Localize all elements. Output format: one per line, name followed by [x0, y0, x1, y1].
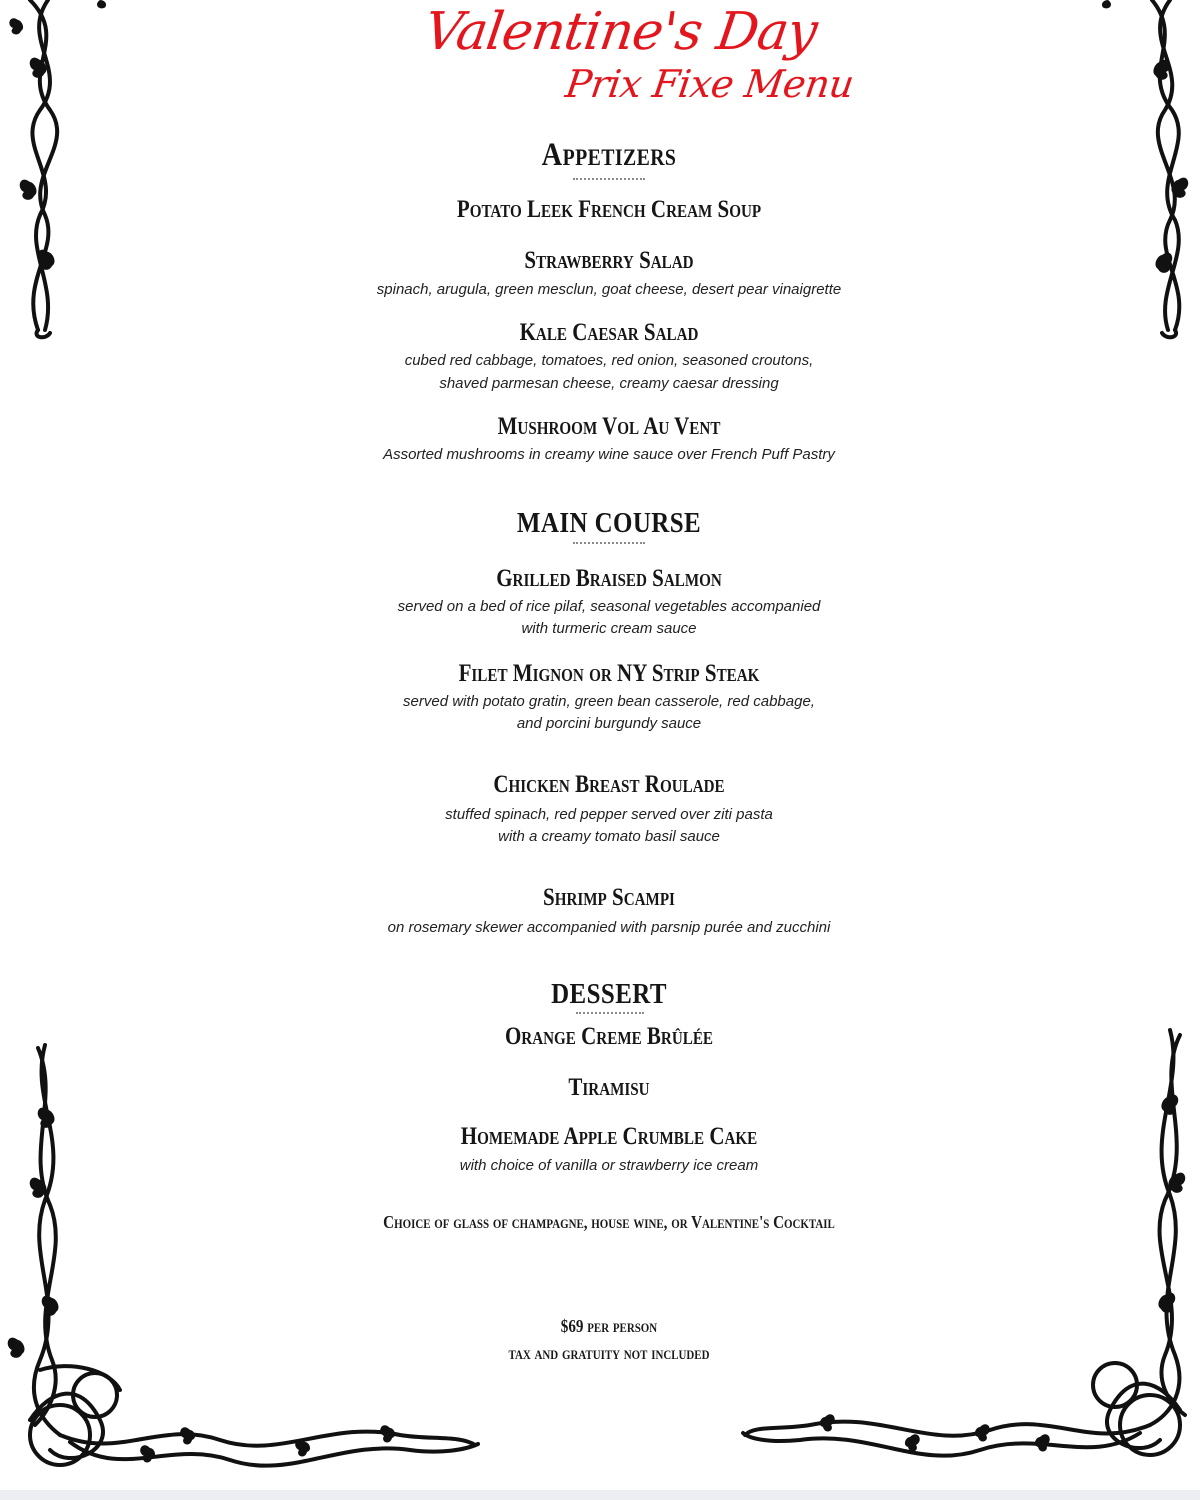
- menu-item-description: with choice of vanilla or strawberry ice cream: [459, 1157, 759, 1174]
- menu-subtitle: Prix Fixe Menu: [562, 62, 857, 106]
- menu-item-name: Tiramisu: [568, 1074, 650, 1101]
- menu-item-name: Shrimp Scampi: [543, 884, 675, 911]
- price-label: $69 per person: [560, 1316, 658, 1336]
- vine-ornament-bottom-right: [740, 1025, 1200, 1487]
- menu-item-description: shaved parmesan cheese, creamy caesar dressing: [439, 375, 779, 392]
- menu-title: Valentine's Day: [420, 2, 821, 62]
- menu-item-name: Kale Caesar Salad: [519, 319, 699, 346]
- menu-item-name: Strawberry Salad: [524, 247, 694, 274]
- vine-ornament-top-right: [1090, 0, 1200, 345]
- section-divider: [576, 1012, 644, 1014]
- menu-item-name: Grilled Braised Salmon: [496, 565, 722, 592]
- section-heading-dessert: DESSERT: [551, 978, 667, 1010]
- menu-item-name: Filet Mignon or NY Strip Steak: [458, 660, 760, 687]
- menu-item-description: served on a bed of rice pilaf, seasonal vegetables accompanied: [397, 598, 821, 615]
- drink-note: Choice of glass of champagne, house wine, or Valentine's Cocktail: [383, 1212, 835, 1232]
- menu-item-name: Mushroom Vol Au Vent: [497, 413, 721, 440]
- menu-item-description: Assorted mushrooms in creamy wine sauce over French Puff Pastry: [383, 446, 835, 463]
- menu-item-description: stuffed spinach, red pepper served over ziti pasta: [445, 806, 773, 823]
- price-note: tax and gratuity not included: [508, 1343, 710, 1363]
- menu-item-description: on rosemary skewer accompanied with parsnip purée and zucchini: [387, 919, 831, 936]
- section-heading-main-course: MAIN COURSE: [516, 507, 702, 539]
- vine-ornament-bottom-left: [0, 1040, 490, 1490]
- section-divider: [573, 178, 645, 180]
- page-bottom-edge: [0, 1490, 1200, 1500]
- menu-item-name: Potato Leek French Cream Soup: [456, 196, 762, 223]
- vine-ornament-top-left: [0, 0, 120, 345]
- menu-item-description: served with potato gratin, green bean casserole, red cabbage,: [403, 693, 815, 710]
- menu-item-name: Orange Creme Brûlée: [504, 1023, 714, 1050]
- section-divider: [573, 542, 645, 544]
- menu-item-description: with turmeric cream sauce: [521, 620, 697, 637]
- menu-item-description: and porcini burgundy sauce: [516, 715, 702, 732]
- menu-item-description: cubed red cabbage, tomatoes, red onion, seasoned croutons,: [404, 352, 814, 369]
- menu-item-description: with a creamy tomato basil sauce: [498, 828, 720, 845]
- menu-item-name: Homemade Apple Crumble Cake: [460, 1123, 758, 1150]
- section-heading-appetizers: Appetizers: [541, 137, 677, 173]
- menu-item-description: spinach, arugula, green mesclun, goat cheese, desert pear vinaigrette: [376, 281, 842, 298]
- menu-item-name: Chicken Breast Roulade: [493, 771, 725, 798]
